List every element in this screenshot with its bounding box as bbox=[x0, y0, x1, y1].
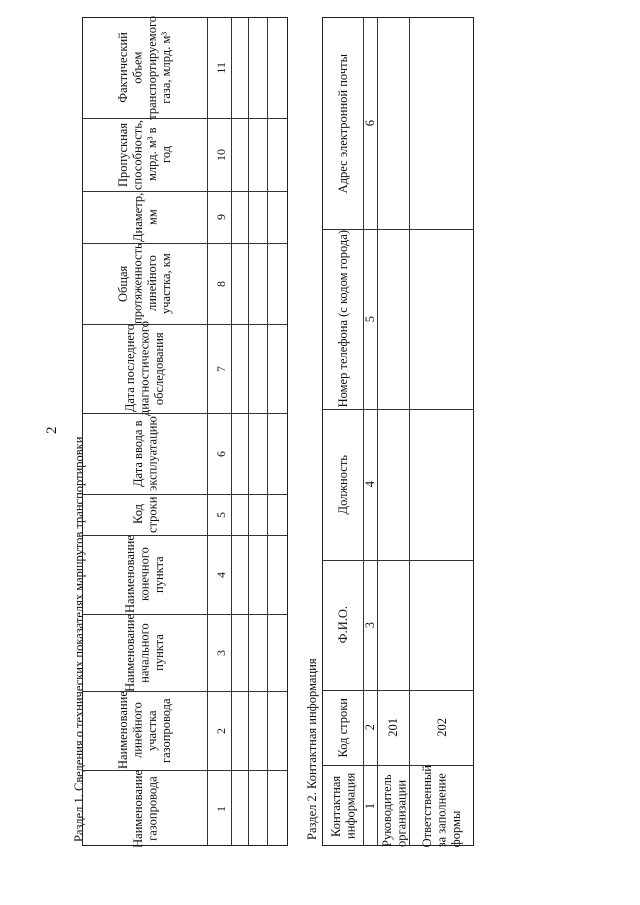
col-header-8: Общая протяженность линейного участка, км bbox=[116, 243, 174, 324]
col-header-10: Пропускная способность, млрд. м³ в год bbox=[116, 119, 174, 190]
col-num-4: 4 bbox=[213, 571, 228, 578]
s2-header-code: Код строки bbox=[335, 697, 350, 758]
col-num-1: 1 bbox=[213, 805, 228, 812]
s2-num-2: 2 bbox=[362, 724, 377, 731]
s2-header-position: Должность bbox=[335, 454, 350, 515]
s2-num-1: 1 bbox=[362, 802, 377, 810]
col-num-9: 9 bbox=[213, 214, 228, 220]
s2-row-202-label: Ответственный за заполнение формы bbox=[420, 764, 464, 848]
col-header-9: Диаметр, мм bbox=[130, 192, 159, 242]
col-num-2: 2 bbox=[213, 727, 228, 734]
col-num-3: 3 bbox=[213, 649, 228, 656]
section2-title: Раздел 2. Контактная информация bbox=[305, 658, 319, 840]
col-header-11: Фактический объем транспортируемого газа, млрд. м³ bbox=[116, 16, 174, 120]
s2-num-3: 3 bbox=[362, 621, 377, 629]
col-num-5: 5 bbox=[213, 511, 228, 518]
s2-row-201-code: 201 bbox=[385, 718, 400, 737]
s2-header-email: Адрес электронной почты bbox=[335, 53, 350, 194]
col-header-4: Наименование конечного пункта bbox=[123, 535, 167, 614]
s2-num-4: 4 bbox=[362, 481, 377, 488]
col-header-3: Наименование начального пункта bbox=[123, 613, 167, 692]
section1-table bbox=[82, 17, 288, 846]
s2-header-phone: Номер телефона (с кодом города) bbox=[335, 230, 350, 408]
col-header-2: Наименование линейного участка газопровода bbox=[116, 691, 174, 770]
page-number: 2 bbox=[44, 426, 60, 434]
col-num-10: 10 bbox=[213, 148, 228, 161]
s2-header-contact: Контактная информация bbox=[328, 772, 357, 840]
col-num-8: 8 bbox=[213, 280, 228, 287]
col-header-6: Дата ввода в эксплуатацию bbox=[130, 416, 159, 491]
col-num-6: 6 bbox=[213, 450, 228, 457]
col-num-7: 7 bbox=[213, 365, 228, 372]
col-header-1: Наименование газопровода bbox=[130, 769, 159, 848]
col-header-5: Код строки bbox=[130, 496, 159, 533]
section1-title: Раздел 1. Сведения о технических показателях маршрутов транспортировки bbox=[72, 436, 86, 842]
section2-table bbox=[322, 17, 474, 846]
col-header-7: Дата последнего диагностического обследования bbox=[123, 320, 167, 417]
s2-header-fio: Ф.И.О. bbox=[335, 606, 350, 644]
s2-row-202-code: 202 bbox=[434, 718, 449, 737]
s2-row-201-label: Руководитель организации bbox=[380, 774, 409, 847]
s2-num-6: 6 bbox=[362, 120, 377, 127]
col-num-11: 11 bbox=[213, 62, 228, 74]
s2-num-5: 5 bbox=[362, 315, 377, 323]
